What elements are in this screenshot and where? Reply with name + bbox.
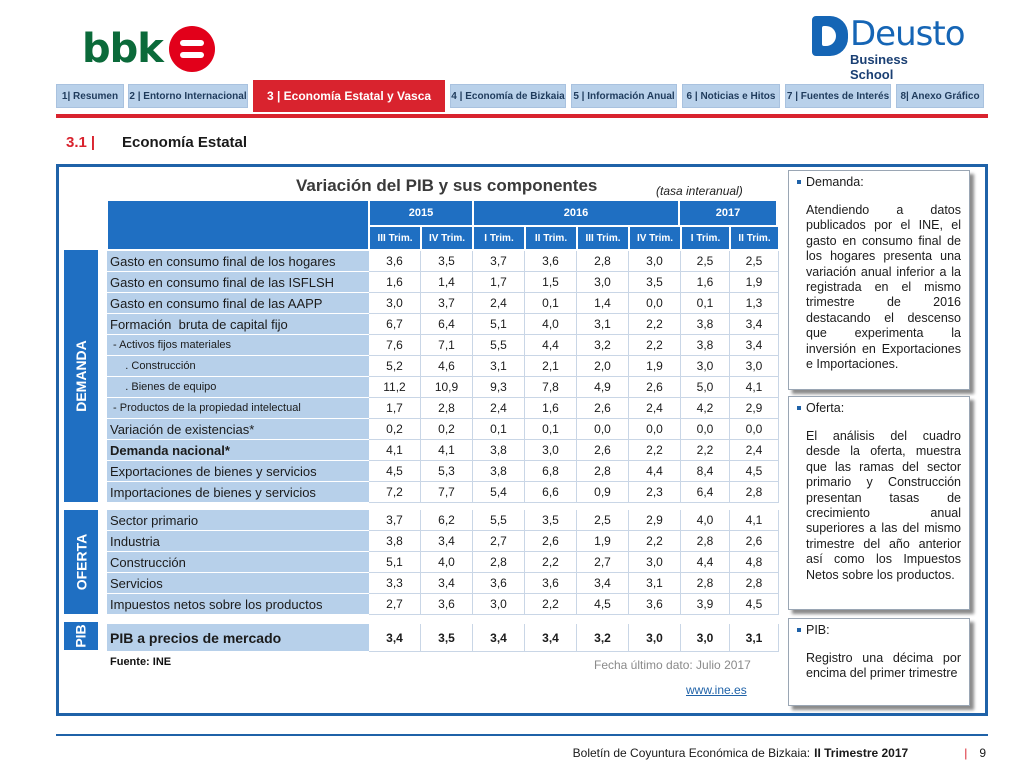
bullet-icon — [797, 628, 801, 632]
table-cell: 3,6 — [629, 594, 681, 615]
section-tabs — [56, 84, 988, 118]
table-cell: 1,7 — [369, 398, 421, 419]
table-cell: 0,0 — [629, 293, 681, 314]
table-cell: 3,6 — [525, 573, 577, 594]
table-cell: 1,3 — [730, 293, 779, 314]
table-cell: 3,5 — [421, 251, 473, 272]
table-cell: 2,4 — [629, 398, 681, 419]
quarter-header: II Trim. — [730, 226, 779, 250]
note-pib — [788, 618, 970, 706]
table-cell: 3,0 — [525, 440, 577, 461]
row-label: Variación de existencias* — [107, 419, 369, 440]
row-label: Servicios — [107, 573, 369, 594]
table-cell: 3,6 — [421, 594, 473, 615]
table-cell: 0,1 — [473, 419, 525, 440]
table-cell: 3,1 — [730, 624, 779, 652]
table-cell: 2,6 — [577, 440, 629, 461]
table-cell: 5,1 — [369, 552, 421, 573]
table-cell: 3,2 — [577, 335, 629, 356]
table-cell: 0,0 — [577, 419, 629, 440]
note-demanda-head: Demanda: — [806, 175, 864, 189]
bullet-icon — [797, 406, 801, 410]
source-label: Fuente: INE — [110, 656, 172, 668]
deusto-d-icon — [812, 16, 848, 56]
table-cell: 2,9 — [629, 510, 681, 531]
footer-text: Boletín de Coyuntura Económica de Bizkaia: — [572, 746, 811, 760]
table-cell: 3,5 — [629, 272, 681, 293]
table-cell: 3,0 — [681, 356, 730, 377]
table-cell: 4,1 — [369, 440, 421, 461]
table-cell: 7,6 — [369, 335, 421, 356]
table-cell: 4,0 — [525, 314, 577, 335]
table-cell: 8,4 — [681, 461, 730, 482]
note-oferta-body: El análisis del cuadro desde la oferta, muestra que las ramas del sector primario y Construcción presentan tasas de crecimiento anual superiores a las del mismo trimestre del año anterior así como los Impuestos Netos sobre los productos. — [806, 429, 961, 582]
table-cell: 1,9 — [629, 356, 681, 377]
table-cell: 2,7 — [369, 594, 421, 615]
table-cell: 1,9 — [730, 272, 779, 293]
table-cell: 3,0 — [577, 272, 629, 293]
tab-economia-estatal-vasca[interactable]: 3 | Economía Estatal y Vasca — [253, 80, 445, 112]
table-cell: 2,2 — [525, 552, 577, 573]
row-label: PIB a precios de mercado — [107, 624, 369, 652]
table-cell: 3,8 — [681, 335, 730, 356]
table-cell: 0,2 — [369, 419, 421, 440]
table-cell: 2,4 — [473, 293, 525, 314]
table-cell: 2,2 — [629, 531, 681, 552]
table-cell: 2,8 — [730, 573, 779, 594]
table-cell: 2,8 — [577, 461, 629, 482]
table-cell: 2,6 — [629, 377, 681, 398]
tab-economia-bizkaia[interactable]: 4 | Economía de Bizkaia — [450, 84, 566, 108]
table-cell: 6,6 — [525, 482, 577, 503]
table-cell: 3,4 — [730, 335, 779, 356]
table-cell: 3,1 — [473, 356, 525, 377]
table-cell: 4,2 — [681, 398, 730, 419]
table-cell: 6,8 — [525, 461, 577, 482]
footer-separator: | — [964, 746, 968, 760]
table-cell: 7,8 — [525, 377, 577, 398]
table-cell: 1,6 — [525, 398, 577, 419]
table-cell: 2,1 — [525, 356, 577, 377]
table-cell: 0,9 — [577, 482, 629, 503]
table-cell: 2,7 — [473, 531, 525, 552]
table-cell: 2,5 — [577, 510, 629, 531]
table-cell: 4,0 — [421, 552, 473, 573]
table-cell: 3,7 — [473, 251, 525, 272]
table-cell: 3,8 — [369, 531, 421, 552]
table-cell: 3,6 — [525, 251, 577, 272]
table-cell: 3,4 — [577, 573, 629, 594]
row-label: Gasto en consumo final de las ISFLSH — [107, 272, 369, 293]
row-label: Demanda nacional* — [107, 440, 369, 461]
table-cell: 3,4 — [730, 314, 779, 335]
table-cell: 4,1 — [730, 377, 779, 398]
tab-fuentes-interes[interactable]: 7 | Fuentes de Interés — [785, 84, 891, 108]
table-cell: 2,7 — [577, 552, 629, 573]
bbk-logo-mark-icon — [169, 26, 215, 72]
table-header-corner — [107, 200, 369, 250]
last-data-date: Fecha último dato: Julio 2017 — [594, 658, 751, 672]
table-cell: 4,5 — [730, 594, 779, 615]
table-title: Variación del PIB y sus componentes — [296, 176, 598, 195]
table-cell: 1,5 — [525, 272, 577, 293]
table-cell: 1,7 — [473, 272, 525, 293]
table-cell: 3,7 — [421, 293, 473, 314]
table-cell: 2,2 — [629, 314, 681, 335]
table-cell: 3,0 — [629, 624, 681, 652]
table-cell: 2,4 — [730, 440, 779, 461]
table-cell: 3,4 — [421, 531, 473, 552]
quarter-header: II Trim. — [525, 226, 577, 250]
tab-anexo-grafico[interactable]: 8| Anexo Gráfico — [896, 84, 984, 108]
table-cell: 3,0 — [473, 594, 525, 615]
table-cell: 10,9 — [421, 377, 473, 398]
table-cell: 0,1 — [681, 293, 730, 314]
table-cell: 3,7 — [369, 510, 421, 531]
table-cell: 2,8 — [577, 251, 629, 272]
table-cell: 0,1 — [525, 419, 577, 440]
pib-group-label: PIB — [64, 622, 98, 650]
table-cell: 2,9 — [730, 398, 779, 419]
table-cell: 6,7 — [369, 314, 421, 335]
table-cell: 2,8 — [421, 398, 473, 419]
section-title: Economía Estatal — [122, 134, 248, 151]
table-cell: 2,2 — [629, 440, 681, 461]
table-cell: 4,8 — [730, 552, 779, 573]
table-cell: 3,0 — [629, 251, 681, 272]
table-cell: 3,5 — [421, 624, 473, 652]
table-cell: 4,5 — [577, 594, 629, 615]
table-cell: 2,8 — [681, 531, 730, 552]
row-label: - Productos de la propiedad intelectual — [107, 398, 369, 419]
table-cell: 2,3 — [629, 482, 681, 503]
table-cell: 3,3 — [369, 573, 421, 594]
table-cell: 3,0 — [730, 356, 779, 377]
table-cell: 0,1 — [525, 293, 577, 314]
table-cell: 6,4 — [421, 314, 473, 335]
table-cell: 2,2 — [525, 594, 577, 615]
table-cell: 4,5 — [369, 461, 421, 482]
table-cell: 2,2 — [681, 440, 730, 461]
table-cell: 4,0 — [681, 510, 730, 531]
tab-entorno-internacional[interactable]: 2 | Entorno Internacional — [128, 84, 248, 108]
row-label: Sector primario — [107, 510, 369, 531]
table-cell: 11,2 — [369, 377, 421, 398]
row-label: - Activos fijos materiales — [107, 335, 369, 356]
table-cell: 3,0 — [681, 624, 730, 652]
table-cell: 0,0 — [730, 419, 779, 440]
table-cell: 7,2 — [369, 482, 421, 503]
footer-rule — [56, 734, 988, 736]
table-cell: 3,8 — [473, 440, 525, 461]
row-label: Industria — [107, 531, 369, 552]
table-cell: 2,6 — [730, 531, 779, 552]
row-label: . Bienes de equipo — [107, 377, 369, 398]
table-cell: 2,2 — [629, 335, 681, 356]
quarter-header: III Trim. — [369, 226, 421, 250]
table-cell: 1,6 — [681, 272, 730, 293]
table-cell: 3,5 — [525, 510, 577, 531]
deusto-logo-sub: Business School — [850, 52, 908, 82]
table-cell: 5,4 — [473, 482, 525, 503]
note-demanda — [788, 170, 970, 390]
table-cell: 3,6 — [369, 251, 421, 272]
tab-resumen[interactable]: 1| Resumen — [56, 84, 124, 108]
bbk-logo-word: bbk — [82, 26, 163, 72]
bbk-logo — [82, 26, 215, 72]
table-cell: 4,1 — [730, 510, 779, 531]
table-cell: 3,6 — [473, 573, 525, 594]
table-cell: 0,2 — [421, 419, 473, 440]
table-cell: 2,8 — [473, 552, 525, 573]
table-cell: 3,0 — [629, 552, 681, 573]
tab-underline — [56, 114, 988, 118]
table-cell: 3,4 — [525, 624, 577, 652]
footer — [573, 746, 986, 760]
ine-link[interactable]: www.ine.es — [686, 683, 747, 697]
table-cell: 5,3 — [421, 461, 473, 482]
table-cell: 7,7 — [421, 482, 473, 503]
table-cell: 3,8 — [681, 314, 730, 335]
note-pib-body: Registro una décima por encima del primer trimestre — [806, 651, 961, 681]
table-cell: 5,5 — [473, 335, 525, 356]
row-label: . Construcción — [107, 356, 369, 377]
table-cell: 4,5 — [730, 461, 779, 482]
row-label: Impuestos netos sobre los productos — [107, 594, 369, 615]
table-cell: 4,9 — [577, 377, 629, 398]
row-label: Formación bruta de capital fijo — [107, 314, 369, 335]
table-cell: 9,3 — [473, 377, 525, 398]
note-demanda-body: Atendiendo a datos publicados por el INE, el gasto en consumo final de los hogares presenta una variación anual inferior a la registrada en el mismo trimestre de 2016 destacando el descenso que experimenta la inversión en Exportaciones e Importaciones. — [806, 203, 961, 372]
table-cell: 6,2 — [421, 510, 473, 531]
oferta-group-label: OFERTA — [64, 510, 98, 614]
quarter-header: III Trim. — [577, 226, 629, 250]
note-oferta — [788, 396, 970, 610]
note-oferta-head: Oferta: — [806, 401, 845, 415]
year-header-2016: 2016 — [473, 200, 679, 226]
table-cell: 2,8 — [681, 573, 730, 594]
table-cell: 5,0 — [681, 377, 730, 398]
table-cell: 3,9 — [681, 594, 730, 615]
page-number: 9 — [979, 746, 986, 760]
table-cell: 5,2 — [369, 356, 421, 377]
tab-noticias-hitos[interactable]: 6 | Noticias e Hitos — [682, 84, 780, 108]
table-cell: 0,0 — [681, 419, 730, 440]
table-cell: 2,6 — [525, 531, 577, 552]
table-cell: 1,9 — [577, 531, 629, 552]
note-pib-head: PIB: — [806, 623, 830, 637]
table-cell: 2,0 — [577, 356, 629, 377]
tab-informacion-anual[interactable]: 5 | Información Anual — [571, 84, 677, 108]
row-label: Gasto en consumo final de los hogares — [107, 251, 369, 272]
table-cell: 4,1 — [421, 440, 473, 461]
demanda-group-label: DEMANDA — [64, 250, 98, 502]
row-label: Gasto en consumo final de las AAPP — [107, 293, 369, 314]
table-cell: 4,6 — [421, 356, 473, 377]
deusto-logo-word: Deusto — [850, 14, 965, 54]
bullet-icon — [797, 180, 801, 184]
table-cell: 1,6 — [369, 272, 421, 293]
section-heading — [62, 134, 247, 151]
table-cell: 3,1 — [629, 573, 681, 594]
table-cell: 3,1 — [577, 314, 629, 335]
row-label: Importaciones de bienes y servicios — [107, 482, 369, 503]
table-cell: 5,1 — [473, 314, 525, 335]
table-subtitle: (tasa interanual) — [656, 184, 743, 198]
table-cell: 6,4 — [681, 482, 730, 503]
quarter-header: IV Trim. — [629, 226, 681, 250]
table-cell: 5,5 — [473, 510, 525, 531]
quarter-header: IV Trim. — [421, 226, 473, 250]
table-cell: 3,0 — [369, 293, 421, 314]
table-cell: 3,8 — [473, 461, 525, 482]
year-header-2017: 2017 — [679, 200, 777, 226]
section-number: 3.1 — [66, 134, 87, 151]
row-label: Exportaciones de bienes y servicios — [107, 461, 369, 482]
quarter-header: I Trim. — [681, 226, 730, 250]
table-cell: 4,4 — [525, 335, 577, 356]
deusto-logo — [812, 14, 965, 82]
table-cell: 3,4 — [369, 624, 421, 652]
table-cell: 2,8 — [730, 482, 779, 503]
table-cell: 2,4 — [473, 398, 525, 419]
table-cell: 3,4 — [473, 624, 525, 652]
quarter-header: I Trim. — [473, 226, 525, 250]
table-cell: 0,0 — [629, 419, 681, 440]
table-cell: 1,4 — [577, 293, 629, 314]
table-cell: 2,5 — [730, 251, 779, 272]
table-cell: 1,4 — [421, 272, 473, 293]
table-cell: 4,4 — [629, 461, 681, 482]
section-separator: | — [90, 134, 96, 151]
table-cell: 3,4 — [421, 573, 473, 594]
year-header-2015: 2015 — [369, 200, 473, 226]
table-cell: 3,2 — [577, 624, 629, 652]
table-cell: 7,1 — [421, 335, 473, 356]
row-label: Construcción — [107, 552, 369, 573]
table-cell: 4,4 — [681, 552, 730, 573]
table-cell: 2,6 — [577, 398, 629, 419]
footer-period: II Trimestre 2017 — [814, 746, 909, 760]
table-cell: 2,5 — [681, 251, 730, 272]
